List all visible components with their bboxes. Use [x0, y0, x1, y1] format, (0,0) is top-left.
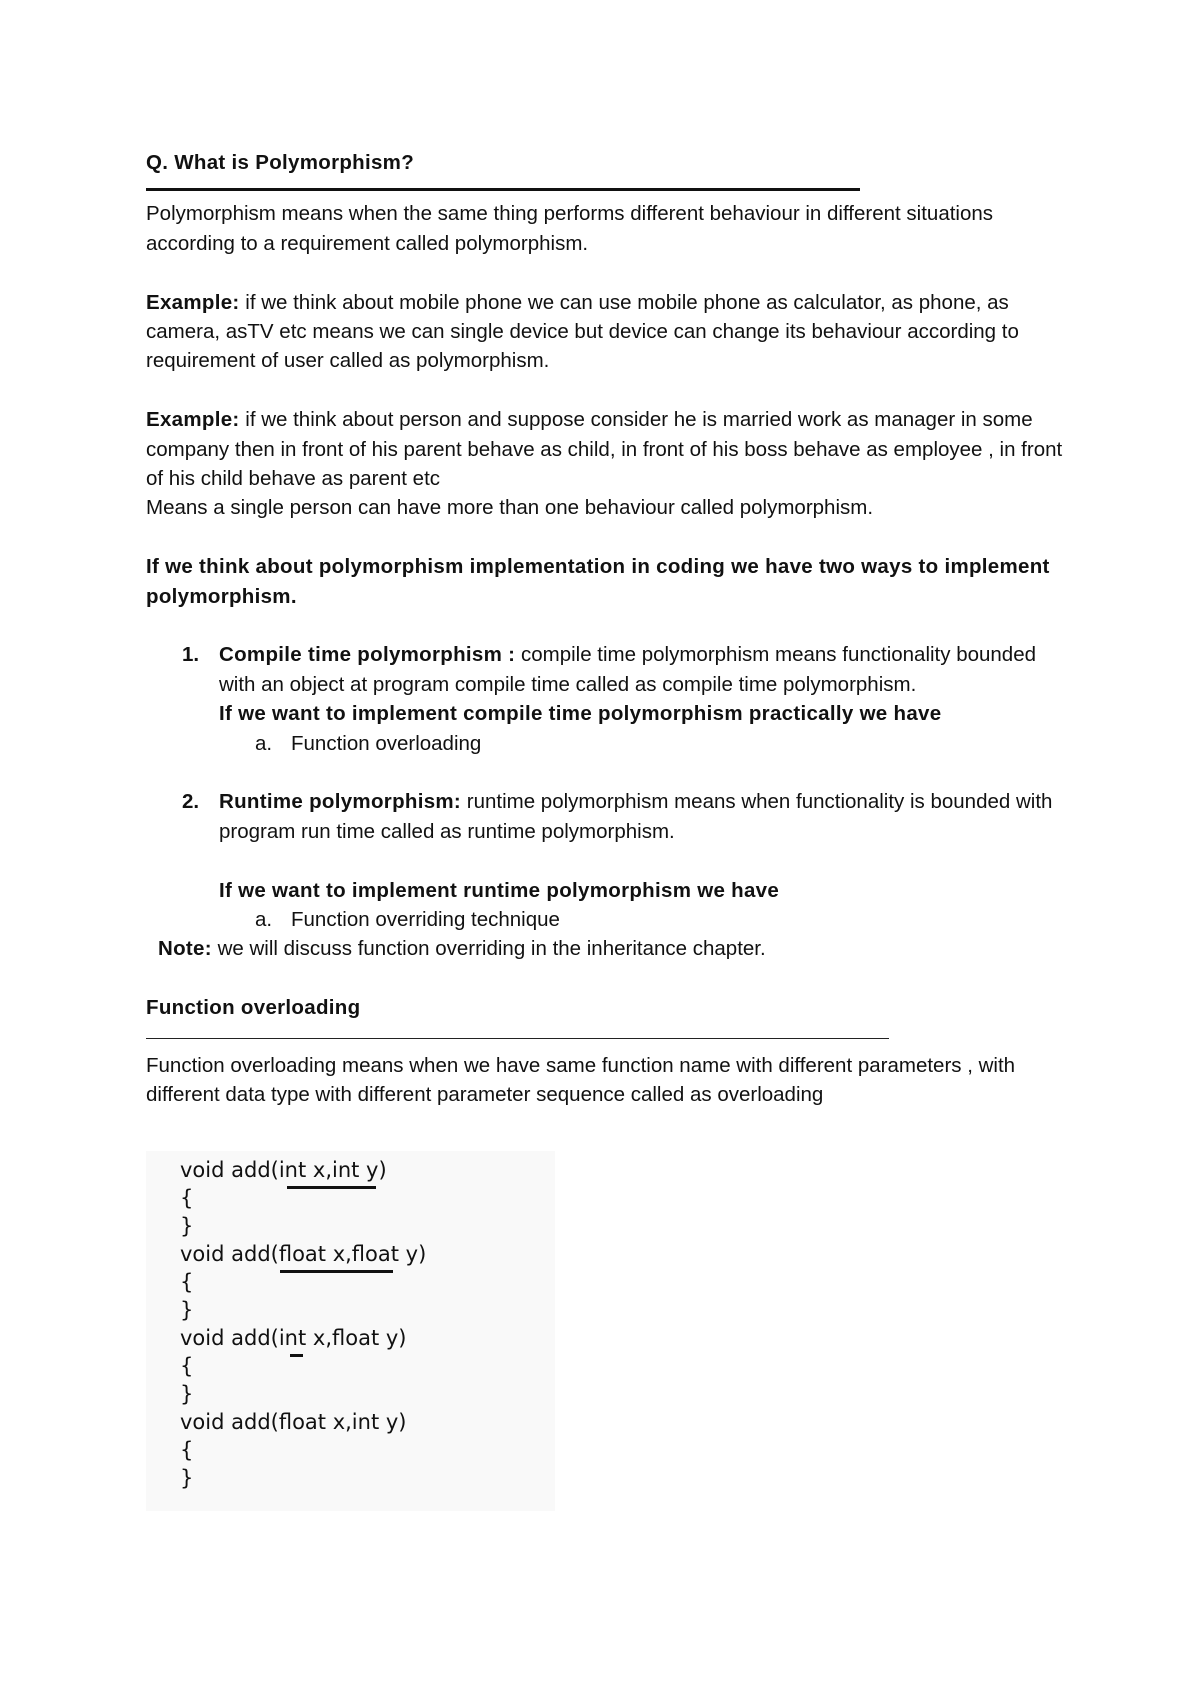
code-line: void add(float x,float y) — [180, 1242, 427, 1266]
code-line: { — [180, 1186, 194, 1210]
code-line: } — [180, 1298, 194, 1322]
code-line: } — [180, 1214, 194, 1238]
code-line: void add(int x,float y) — [180, 1326, 407, 1350]
example-person: Example: if we think about person and suppose consider he is married work as manager in some company then in front of his parent behave as child, in front of his boss behave as employee , in front of his child behave as parent etc — [146, 408, 1063, 491]
sub-item-function-overloading: a. Function overloading — [255, 731, 482, 755]
heading-underline — [146, 188, 860, 191]
document-page — [146, 148, 1076, 1109]
code-line: void add(float x,int y) — [180, 1410, 407, 1434]
function-overloading-definition: Function overloading means when we have same function name with different parameters , with different data type with different parameter sequence called as overloading — [146, 1053, 1016, 1107]
runtime-title: Runtime polymorphism: — [219, 790, 462, 814]
code-line: } — [180, 1382, 194, 1406]
list-number: 1. — [182, 643, 200, 667]
example-label: Example: — [146, 408, 240, 432]
sub-item-function-overriding: a. Function overriding technique — [255, 908, 560, 932]
code-line: { — [180, 1438, 194, 1462]
example-person-conclusion: Means a single person can have more than one behaviour called polymorphism. — [146, 496, 874, 520]
parameter-underline-mark — [290, 1354, 303, 1357]
list-item-compile-time: 1. Compile time polymorphism : compile time polymorphism means functionality bounded with an object at program compile time called as compile time polymorphism. — [146, 640, 1076, 699]
code-line: void add(int x,int y) — [180, 1158, 387, 1182]
compile-time-practical: If we want to implement compile time polymorphism practically we have — [219, 702, 942, 726]
parameter-underline-mark — [287, 1186, 376, 1189]
code-line: { — [180, 1270, 194, 1294]
note: Note: we will discuss function overriding in the inheritance chapter. — [158, 937, 766, 961]
code-line: } — [180, 1466, 194, 1490]
compile-time-title: Compile time polymorphism : — [219, 643, 516, 667]
parameter-underline-mark — [280, 1270, 393, 1273]
example-label: Example: — [146, 290, 240, 314]
runtime-practical: If we want to implement runtime polymorphism we have — [219, 878, 780, 902]
function-overloading-heading: Function overloading — [146, 996, 361, 1020]
list-item-runtime: 2. Runtime polymorphism: runtime polymorphism means when functionality is bounded with program run time called as runtime polymorphism. — [146, 787, 1076, 846]
example-mobile-phone: Example: if we think about mobile phone we can use mobile phone as calculator, as phone, as camera, asTV etc means we can single device but device can change its behaviour according to requirement of user called as polymorphism. — [146, 290, 1019, 373]
note-label: Note: — [158, 937, 212, 961]
question-heading: Q. What is Polymorphism? — [146, 151, 415, 174]
list-number: 2. — [182, 790, 200, 814]
section-underline — [146, 1038, 889, 1039]
code-line: { — [180, 1354, 194, 1378]
code-example-image — [146, 1151, 555, 1511]
polymorphism-definition: Polymorphism means when the same thing performs different behaviour in different situations according to a requirement called polymorphism. — [146, 202, 994, 255]
implementation-heading: If we think about polymorphism implementation in coding we have two ways to implement polymorphism. — [146, 555, 1050, 608]
